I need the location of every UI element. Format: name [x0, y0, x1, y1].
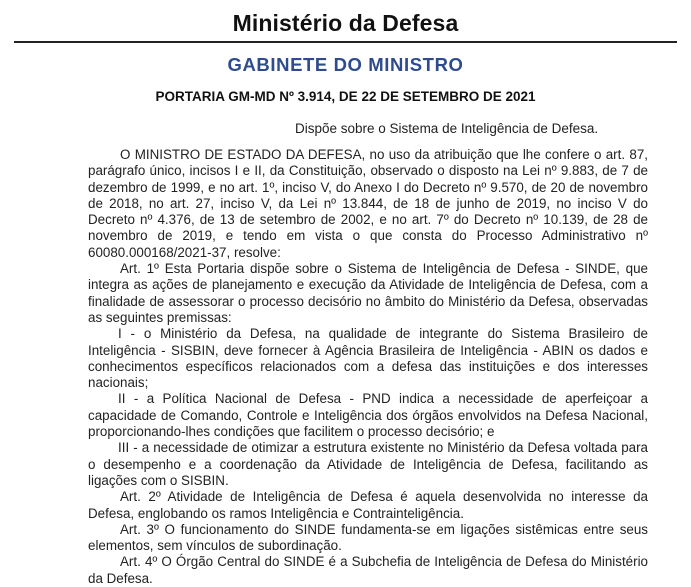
- portaria-title: PORTARIA GM-MD Nº 3.914, DE 22 DE SETEMBRO DE 2021: [155, 89, 536, 104]
- article-2: Art. 2º Atividade de Inteligência de Defesa é aquela desenvolvida no interesse da Defesa, englobando os ramos Inteligência e Contrainteligência.: [88, 489, 648, 521]
- inciso-ii: II - a Política Nacional de Defesa - PND indica a necessidade de aperfeiçoar a capacidade de Comando, Controle e Inteligência dos órgãos envolvidos na Defesa Nacional, proporcionando-lhes condições que facilitem o processo decisório; e: [88, 391, 648, 440]
- ementa: Dispõe sobre o Sistema de Inteligência de Defesa.: [295, 121, 599, 136]
- article-3: Art. 3º O funcionamento do SINDE fundamenta-se em ligações sistêmicas entre seus elementos, sem vínculos de subordinação.: [88, 521, 648, 554]
- header-divider: [14, 41, 677, 43]
- portaria-body: [88, 147, 648, 587]
- ministry-title: Ministério da Defesa: [232, 10, 459, 36]
- article-1: Art. 1º Esta Portaria dispõe sobre o Sistema de Inteligência de Defesa - SINDE, que integra as ações de planejamento e execução da Atividade de Inteligência de Defesa, com a finalidade de assessorar o processo decisório no âmbito do Ministério da Defesa, observadas as seguintes premissas:: [88, 261, 648, 325]
- inciso-i: I - o Ministério da Defesa, na qualidade de integrante do Sistema Brasileiro de Inteligência - SISBIN, deve fornecer à Agência Brasileira de Inteligência - ABIN os dados e conhecimentos específicos relacionados com a defesa das instituições e dos interesses nacionais;: [88, 326, 648, 391]
- cabinet-heading: GABINETE DO MINISTRO: [227, 54, 464, 75]
- preamble-paragraph: O MINISTRO DE ESTADO DA DEFESA, no uso da atribuição que lhe confere o art. 87, parágrafo único, incisos I e II, da Constituição, observado o disposto na Lei nº 9.883, de 7 de dezembro de 1999, e no art. 1º, inciso V, do Anexo I do Decreto nº 9.570, de 20 de novembro de 2018, no art. 27, inciso V, da Lei nº 13.844, de 18 de junho de 2019, no inciso V do Decreto nº 4.376, de 13 de setembro de 2002, e no art. 7º do Decreto nº 10.139, de 28 de novembro de 2019, e tendo em vista o que consta do Processo Administrativo nº 60080.000168/2021-37, resolve:: [88, 147, 648, 260]
- inciso-iii: III - a necessidade de otimizar a estrutura existente no Ministério da Defesa voltada para o desempenho e a coordenação da Atividade de Inteligência de Defesa, facilitando as ligações com o SISBIN.: [88, 440, 648, 488]
- article-4: Art. 4º O Órgão Central do SINDE é a Subchefia de Inteligência de Defesa do Ministério da Defesa.: [88, 554, 648, 586]
